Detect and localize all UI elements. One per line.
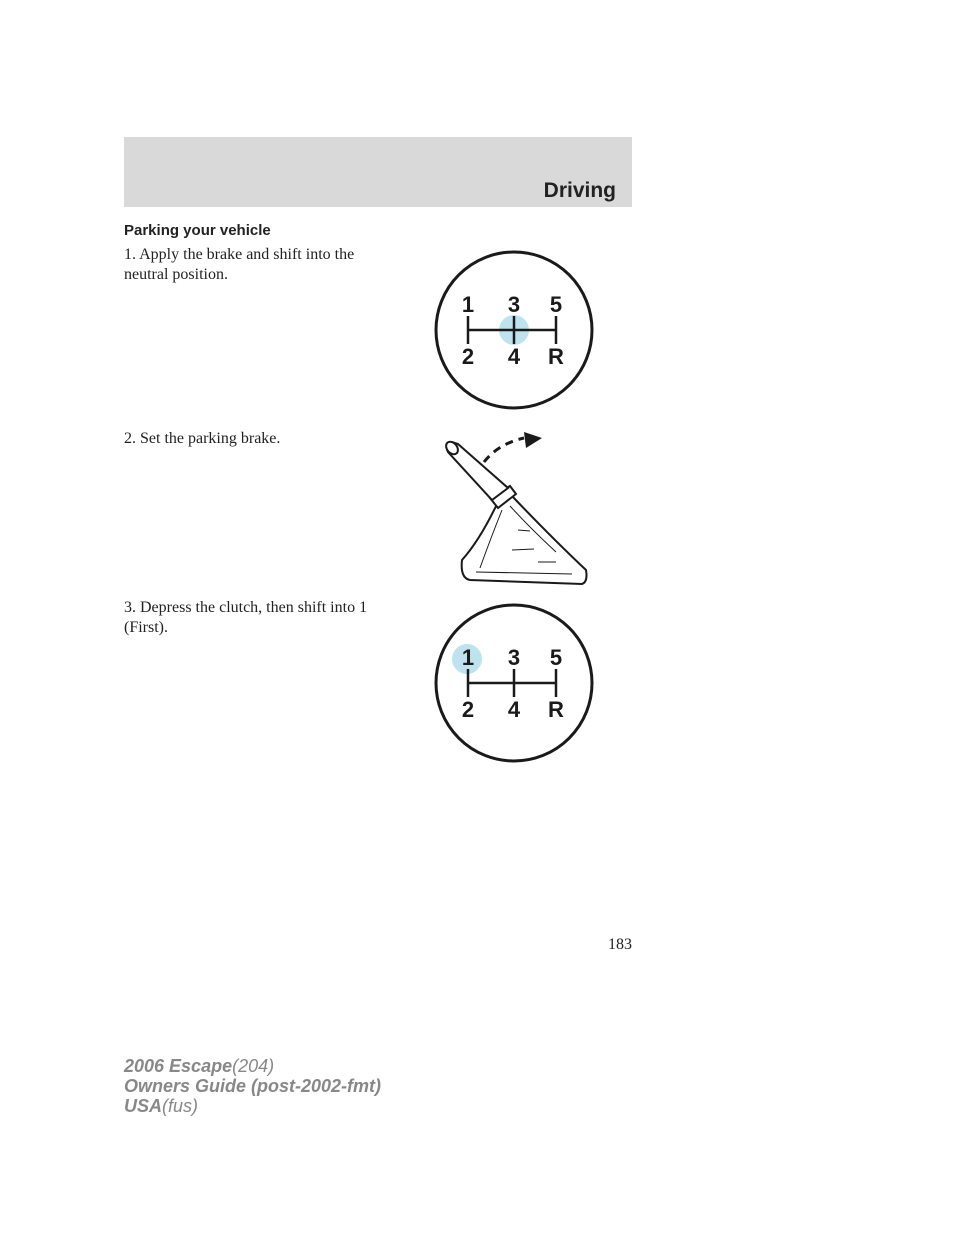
gear-label-r: R xyxy=(548,697,564,722)
parking-brake-lever-icon xyxy=(440,430,590,588)
shift-pattern-neutral-icon xyxy=(432,250,596,410)
footer-line-1 xyxy=(124,1056,381,1076)
page-number: 183 xyxy=(608,936,632,953)
footer-market-code: (fus) xyxy=(162,1096,199,1116)
shift-pattern-first-gear-icon xyxy=(432,603,596,763)
gear-label-1: 1 xyxy=(461,645,475,670)
gear-label-1: 1 xyxy=(461,292,475,317)
step-1-text: 1. Apply the brake and shift into the neutral position. xyxy=(124,246,355,283)
gear-label-3: 3 xyxy=(507,292,521,317)
footer-guide-name: Owners Guide (post-2002-fmt) xyxy=(124,1076,382,1096)
step-2-text: 2. Set the parking brake. xyxy=(124,430,281,447)
gear-label-4: 4 xyxy=(507,344,521,369)
header-band xyxy=(124,137,632,207)
footer-model-code: (204) xyxy=(232,1056,275,1076)
gear-label-5: 5 xyxy=(549,292,563,317)
step-3-text: 3. Depress the clutch, then shift into 1 (First). xyxy=(124,599,368,636)
footer xyxy=(124,1056,381,1116)
footer-market: USA xyxy=(124,1096,163,1116)
gear-label-4: 4 xyxy=(507,697,521,722)
gear-label-2: 2 xyxy=(461,344,475,369)
footer-model: 2006 Escape xyxy=(124,1056,233,1076)
section-heading: Parking your vehicle xyxy=(124,222,271,239)
gear-label-3: 3 xyxy=(507,645,521,670)
footer-line-3 xyxy=(124,1096,381,1116)
gear-label-r: R xyxy=(548,344,564,369)
gear-label-5: 5 xyxy=(549,645,563,670)
section-title: Driving xyxy=(543,179,616,202)
gear-label-2: 2 xyxy=(461,697,475,722)
